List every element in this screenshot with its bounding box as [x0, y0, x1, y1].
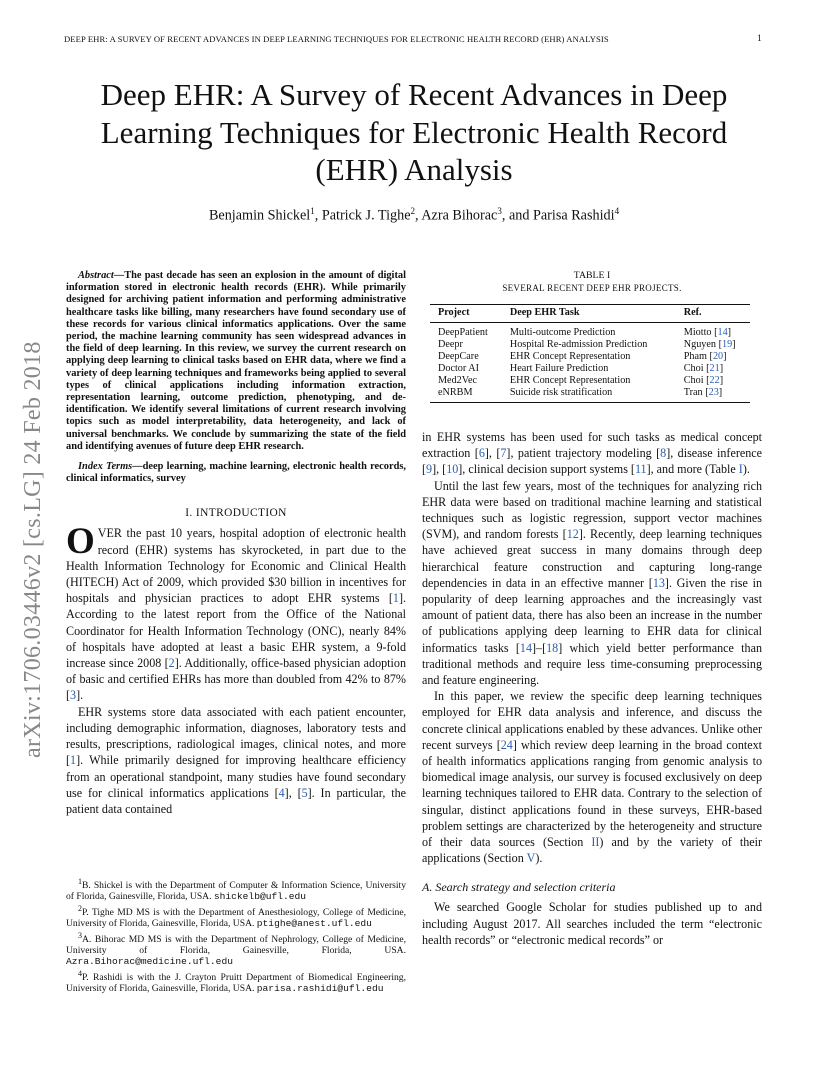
table-row — [430, 323, 750, 340]
column-header: Project — [430, 305, 502, 323]
text-run: ). — [742, 462, 750, 477]
footnote — [66, 876, 406, 903]
ref-author: Miotto — [683, 327, 712, 338]
text-run: ], patient trajectory modeling [ — [506, 446, 661, 461]
right-paragraph-2 — [422, 478, 762, 689]
cell-ref: Choi [21] — [683, 363, 724, 374]
cell-ref: Nguyen [19] — [683, 339, 736, 350]
footnote-mark: 3 — [78, 930, 82, 940]
cell-task: Suicide risk stratification — [502, 387, 676, 403]
footnote-text: B. Shickel is with the Department of Computer & Information Science, University of Florida, Gainesville, Florida, USA. — [66, 880, 406, 903]
cell-ref: Pham [20] — [683, 351, 727, 362]
author-sep: , and — [501, 207, 533, 224]
text-run: ]. Additionally, office-based physician adoption of basic and certified EHRs has more than doubled from 42% to 87% [ — [66, 656, 406, 703]
citation-link[interactable]: 7 — [500, 446, 507, 461]
cell-ref: Choi [22] — [683, 375, 724, 386]
author-name: Patrick J. Tighe — [321, 207, 411, 224]
citation-link[interactable]: 8 — [660, 446, 667, 461]
column-header: Ref. — [676, 305, 750, 323]
index-terms-label: Index Terms — [78, 461, 133, 473]
text-run: ], [ — [284, 785, 302, 800]
cell-task: Hospital Re-admission Prediction — [509, 339, 648, 350]
abstract-label: Abstract — [78, 270, 114, 281]
citation-link[interactable]: 22 — [709, 375, 720, 386]
citation-link[interactable]: 1 — [392, 591, 399, 606]
table-row — [430, 375, 750, 387]
right-column — [422, 270, 762, 948]
table-row — [430, 387, 750, 403]
ref-author: Choi — [683, 375, 704, 386]
ref-author: Tran — [683, 387, 703, 398]
footnotes — [66, 876, 406, 994]
footnote — [66, 930, 406, 968]
text-run: ]. Given the rise in popularity of deep learning approaches and the increasingly vast amount of patient data, there has also been an increase in the number of publications applying deep learning to EHR data for clinical informatics tasks [ — [422, 575, 762, 655]
citation-link[interactable]: 23 — [708, 387, 719, 398]
table-row — [430, 339, 750, 351]
text-run: Until the last few years, most of the techniques for analyzing rich EHR data were based on traditional machine learning and statistical techniques such as logistic regression, support vector machines (SVM), and random forests [ — [422, 478, 762, 542]
table-title: SEVERAL RECENT DEEP EHR PROJECTS. — [502, 283, 682, 293]
text-run: ]. — [76, 688, 84, 703]
text-run: in EHR systems has been used for such tasks as medical concept extraction [ — [422, 430, 762, 461]
section-heading-introduction: I. INTRODUCTION — [185, 507, 287, 520]
text-run: ) and by the variety of their applications (Section — [422, 835, 762, 866]
citation-link[interactable]: 9 — [426, 462, 433, 477]
author-affil-mark: 4 — [614, 206, 620, 216]
table-caption — [422, 270, 762, 294]
cell-project: Doctor AI — [438, 363, 480, 374]
citation-link[interactable]: 18 — [546, 640, 559, 655]
text-run: ] which yield better performance than traditional methods and require less time-consuming preprocessing and feature engineering. — [422, 640, 762, 688]
footnote-text: A. Bihorac MD MS is with the Department of Nephrology, College of Medicine, University of Florida, Gainesville, Florida, USA. — [66, 933, 406, 957]
table-row — [430, 351, 750, 363]
cell-project: Deepr — [438, 339, 463, 350]
author-sep: , — [314, 207, 322, 224]
email-link[interactable]: Azra.Bihorac@medicine.ufl.edu — [66, 956, 233, 968]
email-link[interactable]: parisa.rashidi@ufl.edu — [256, 983, 384, 995]
author-name: Benjamin Shickel — [208, 207, 311, 224]
title-line: Deep EHR: A Survey of Recent Advances in Deep — [100, 77, 728, 112]
text-run: ). — [535, 851, 543, 866]
author-name: Parisa Rashidi — [532, 207, 615, 224]
author-name: Azra Bihorac — [421, 207, 498, 224]
text-run: ]–[ — [532, 640, 547, 655]
author-affil-mark: 1 — [310, 206, 315, 216]
section-reference-link[interactable]: II — [591, 835, 600, 850]
footnote — [66, 968, 406, 995]
ref-author: Nguyen — [683, 339, 717, 350]
abstract-text: —The past decade has seen an explosion in the amount of digital information stored in electronic health records (EHR). While primarily designed for archiving patient information and performing administrative healthcare tasks like billing, many researchers have found secondary use of these records for various clinical informatics applications. Over the same period, the machine learning community has seen widespread advances in the field of deep learning. In this review, we survey the current research on applying deep learning to clinical tasks based on EHR data, where we find a variety of deep learning techniques and frameworks being applied to several types of clinical applications including information extraction, representation learning, outcome prediction, phenotyping, and de-identification. We identify several limitations of current research involving topics such as model interpretability, data heterogeneity, and lack of universal benchmarks. We conclude by summarizing the state of the field and identifying avenues of future deep EHR research. — [66, 270, 406, 452]
cell-project: Med2Vec — [438, 375, 478, 386]
citation-link[interactable]: 19 — [721, 339, 733, 350]
cell-task: Multi-outcome Prediction — [509, 327, 616, 338]
cell-task: EHR Concept Representation — [509, 351, 631, 362]
email-link[interactable]: shickelb@ufl.edu — [213, 891, 307, 903]
text-run: ]. According to the latest report from the Office of the National Coordinator for Health Information Technology (ONC), nearly 84% of hospitals have adopted at least a basic EHR system, a 9-fold increase since 2008 [ — [66, 591, 406, 671]
citation-link[interactable]: 20 — [712, 351, 724, 362]
citation-link[interactable]: 14 — [717, 327, 728, 338]
cell-ref: Tran [23] — [676, 387, 750, 403]
abstract — [66, 270, 406, 453]
table-reference-link[interactable]: I — [738, 462, 743, 477]
section-reference-link[interactable]: V — [526, 851, 536, 866]
running-header: DEEP EHR: A SURVEY OF RECENT ADVANCES IN DEEP LEARNING TECHNIQUES FOR ELECTRONIC HEALTH RECORD (EHR) ANALYSIS — [64, 34, 609, 44]
citation-link[interactable]: 24 — [500, 737, 513, 752]
title-line: (EHR) Analysis — [315, 152, 513, 187]
text-run: ], disease inference [ — [422, 446, 762, 477]
citation-link[interactable]: 6 — [478, 446, 485, 461]
text-run: ], [ — [432, 462, 447, 477]
text-run: ], clinical decision support systems [ — [458, 462, 635, 477]
citation-link[interactable]: 2 — [168, 656, 175, 671]
text-run: ]. Recently, deep learning techniques have achieved great success in many domains through deep hierarchical feature construction and capturing long-range dependencies in data in an effective manner [ — [422, 527, 762, 590]
projects-table — [430, 304, 750, 403]
ref-author: Choi — [683, 363, 704, 374]
citation-link[interactable]: 12 — [566, 527, 579, 542]
table-row — [430, 363, 750, 375]
author-affil-mark: 2 — [410, 206, 415, 216]
cell-task: EHR Concept Representation — [509, 375, 631, 386]
page-number: 1 — [757, 34, 762, 44]
text-run: ]. While primarily designed for improving healthcare efficiency from an operational standpoint, many studies have found secondary use for clinical informatics applications [ — [66, 753, 406, 800]
citation-link[interactable]: 10 — [446, 462, 459, 477]
footnote-mark: 1 — [78, 877, 82, 886]
paper-title — [40, 76, 788, 189]
footnote — [66, 903, 406, 930]
intro-paragraph-2 — [66, 704, 406, 817]
arxiv-identifier-stamp: arXiv:1706.03446v2 [cs.LG] 24 Feb 2018 — [20, 341, 46, 758]
text-run: ] which review deep learning in the broad context of health informatics applications ranging from genomic analysis to biomedical image analysis, our survey is focused exclusively on deep learning techniques tailored to EHR data. Contrary to the selection of singular, distinct applications found in these surveys, EHR-based problem settings are characterized by the heterogeneity and structure of their data sources (Section — [422, 737, 762, 850]
citation-link[interactable]: 21 — [709, 363, 720, 374]
text-run: EHR systems store data associated with each patient encounter, including demographic information, diagnoses, laboratory tests and results, prescriptions, radiological images, clinical notes, and more [ — [66, 704, 406, 768]
right-paragraph-4: We searched Google Scholar for studies published up to and including August 2017. All searches included the term “electronic health records” or “electronic medical records” or — [422, 900, 762, 947]
citation-link[interactable]: 14 — [519, 640, 533, 655]
index-terms — [66, 461, 406, 485]
email-link[interactable]: ptighe@anest.ufl.edu — [256, 918, 372, 930]
text-run: In this paper, we review the specific deep learning techniques employed for EHR data analysis and inference, and discuss the concrete clinical applications enabled by these advances. Unlike other recent surveys [ — [422, 689, 762, 752]
column-header: Deep EHR Task — [502, 305, 676, 323]
right-paragraph-1 — [422, 429, 762, 478]
text-run: ]. In particular, the patient data contained — [66, 785, 406, 816]
footnote-mark: 4 — [78, 968, 82, 978]
text-run: ], and more (Table — [646, 462, 739, 477]
index-terms-text: —deep learning, machine learning, electronic health records, clinical informatics, survey — [66, 461, 407, 485]
author-list — [40, 206, 788, 225]
ref-author: Pham — [683, 351, 707, 362]
citation-link[interactable]: 11 — [634, 462, 647, 477]
footnote-text: P. Tighe MD MS is with the Department of Anesthesiology, College of Medicine, University of Florida, Gainesville, Florida, USA. — [66, 906, 406, 930]
cell-project: eNRBM — [430, 387, 502, 403]
right-paragraph-3 — [422, 688, 762, 866]
drop-cap: O — [66, 521, 95, 563]
footnote-mark: 2 — [78, 903, 82, 913]
intro-paragraph-1 — [66, 521, 406, 703]
citation-link[interactable]: 5 — [301, 785, 308, 800]
subsection-heading: A. Search strategy and selection criteria — [422, 880, 616, 895]
author-sep: , — [415, 207, 422, 224]
citation-link[interactable]: 3 — [70, 688, 77, 703]
text-run: VER the past 10 years, hospital adoption of electronic health record (EHR) systems has skyrocketed, in part due to the Health Information Technology for Economic and Clinical Health (HITECH) Act of 2009, which provided $30 billion in incentives for hospitals and physician practices to adopt EHR systems [ — [66, 526, 406, 606]
title-line: Learning Techniques for Electronic Health Record — [100, 114, 728, 150]
footnote-text: P. Rashidi is with the J. Crayton Pruitt Department of Biomedical Engineering, University of Florida, Gainesville, Florida, USA. — [66, 971, 406, 995]
cell-project: DeepCare — [438, 351, 479, 362]
table-label: TABLE I — [573, 270, 611, 281]
table-header-row — [430, 305, 750, 323]
author-affil-mark: 3 — [497, 206, 502, 216]
cell-task: Heart Failure Prediction — [509, 363, 609, 374]
left-column — [66, 270, 406, 817]
cell-ref: Miotto [14] — [683, 327, 732, 338]
cell-project: DeepPatient — [438, 327, 488, 338]
citation-link[interactable]: 13 — [652, 575, 665, 590]
citation-link[interactable]: 1 — [70, 753, 77, 768]
citation-link[interactable]: 4 — [278, 785, 285, 800]
text-run: ], [ — [484, 446, 501, 461]
